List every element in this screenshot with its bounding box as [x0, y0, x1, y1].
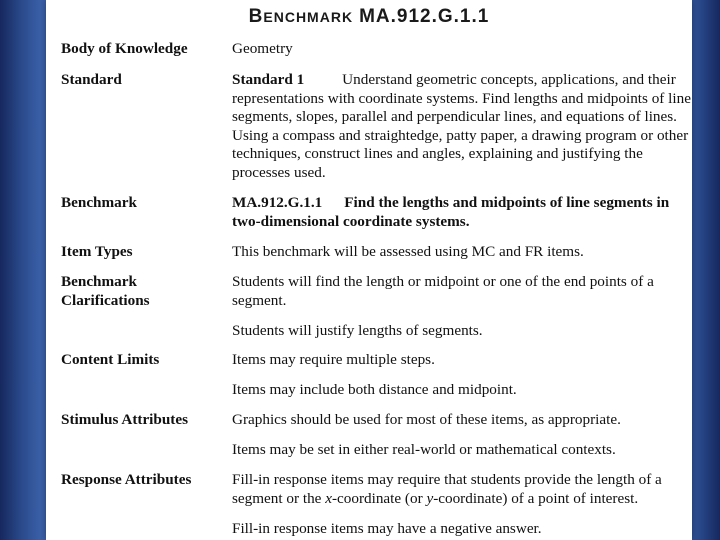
value-body-of-knowledge: Geometry — [232, 40, 293, 57]
response-attribute-2: Fill-in response items may have a negative answer. — [232, 520, 542, 537]
clarification-2: Students will justify lengths of segments. — [232, 322, 483, 339]
stimulus-attribute-2: Items may be set in either real-world or mathematical contexts. — [232, 441, 616, 458]
stimulus-attribute-1: Graphics should be used for most of these items, as appropriate. — [232, 411, 621, 428]
standard-text: Understand geometric concepts, applications, and their representations with coordinate systems. Find lengths and midpoints of line segments, slopes, parallel and perpendicular lines, and equations of lines. Using a compass and straightedge, patty paper, a drawing program or other techniques, construct lines and angles, explaining and justifying the processes used. — [232, 71, 691, 181]
label-benchmark-clarifications — [61, 273, 226, 310]
content-limit-2: Items may include both distance and midpoint. — [232, 381, 517, 398]
title-first-letter: B — [248, 6, 264, 27]
label-standard: Standard — [61, 71, 122, 88]
response-attribute-1-y: y — [426, 489, 434, 507]
label-benchmark-clarifications-line2: Clarifications — [61, 291, 150, 309]
label-benchmark: Benchmark — [61, 194, 137, 211]
content-limit-1: Items may require multiple steps. — [232, 351, 435, 368]
value-item-types: This benchmark will be assessed using MC and FR items. — [232, 243, 584, 260]
response-attribute-1 — [232, 471, 692, 508]
response-attribute-1-b: -coordinate (or — [331, 489, 427, 507]
title-code: MA.912.G.1.1 — [359, 6, 490, 27]
page-title — [46, 6, 692, 28]
benchmark-text: Find the lengths and midpoints of line segments in two-dimensional coordinate systems. — [232, 194, 670, 230]
response-attribute-1-x: x — [325, 489, 332, 507]
standard-id: Standard 1 — [232, 71, 305, 88]
label-response-attributes: Response Attributes — [61, 471, 192, 488]
label-content-limits: Content Limits — [61, 351, 160, 368]
label-stimulus-attributes: Stimulus Attributes — [61, 411, 189, 428]
value-benchmark — [232, 194, 692, 231]
clarification-1: Students will find the length or midpoint or one of the end points of a segment. — [232, 273, 654, 309]
document-page — [46, 0, 692, 540]
label-item-types: Item Types — [61, 243, 133, 260]
title-rest: ENCHMARK — [263, 9, 354, 25]
response-attribute-1-c: -coordinate) of a point of interest. — [433, 489, 639, 507]
benchmark-code: MA.912.G.1.1 — [232, 194, 323, 211]
response-attribute-1-a: Fill-in response items may require that students provide the length of a segment or the — [232, 471, 662, 507]
value-standard — [232, 71, 692, 183]
label-body-of-knowledge: Body of Knowledge — [61, 40, 188, 57]
label-benchmark-clarifications-line1: Benchmark — [61, 273, 137, 290]
